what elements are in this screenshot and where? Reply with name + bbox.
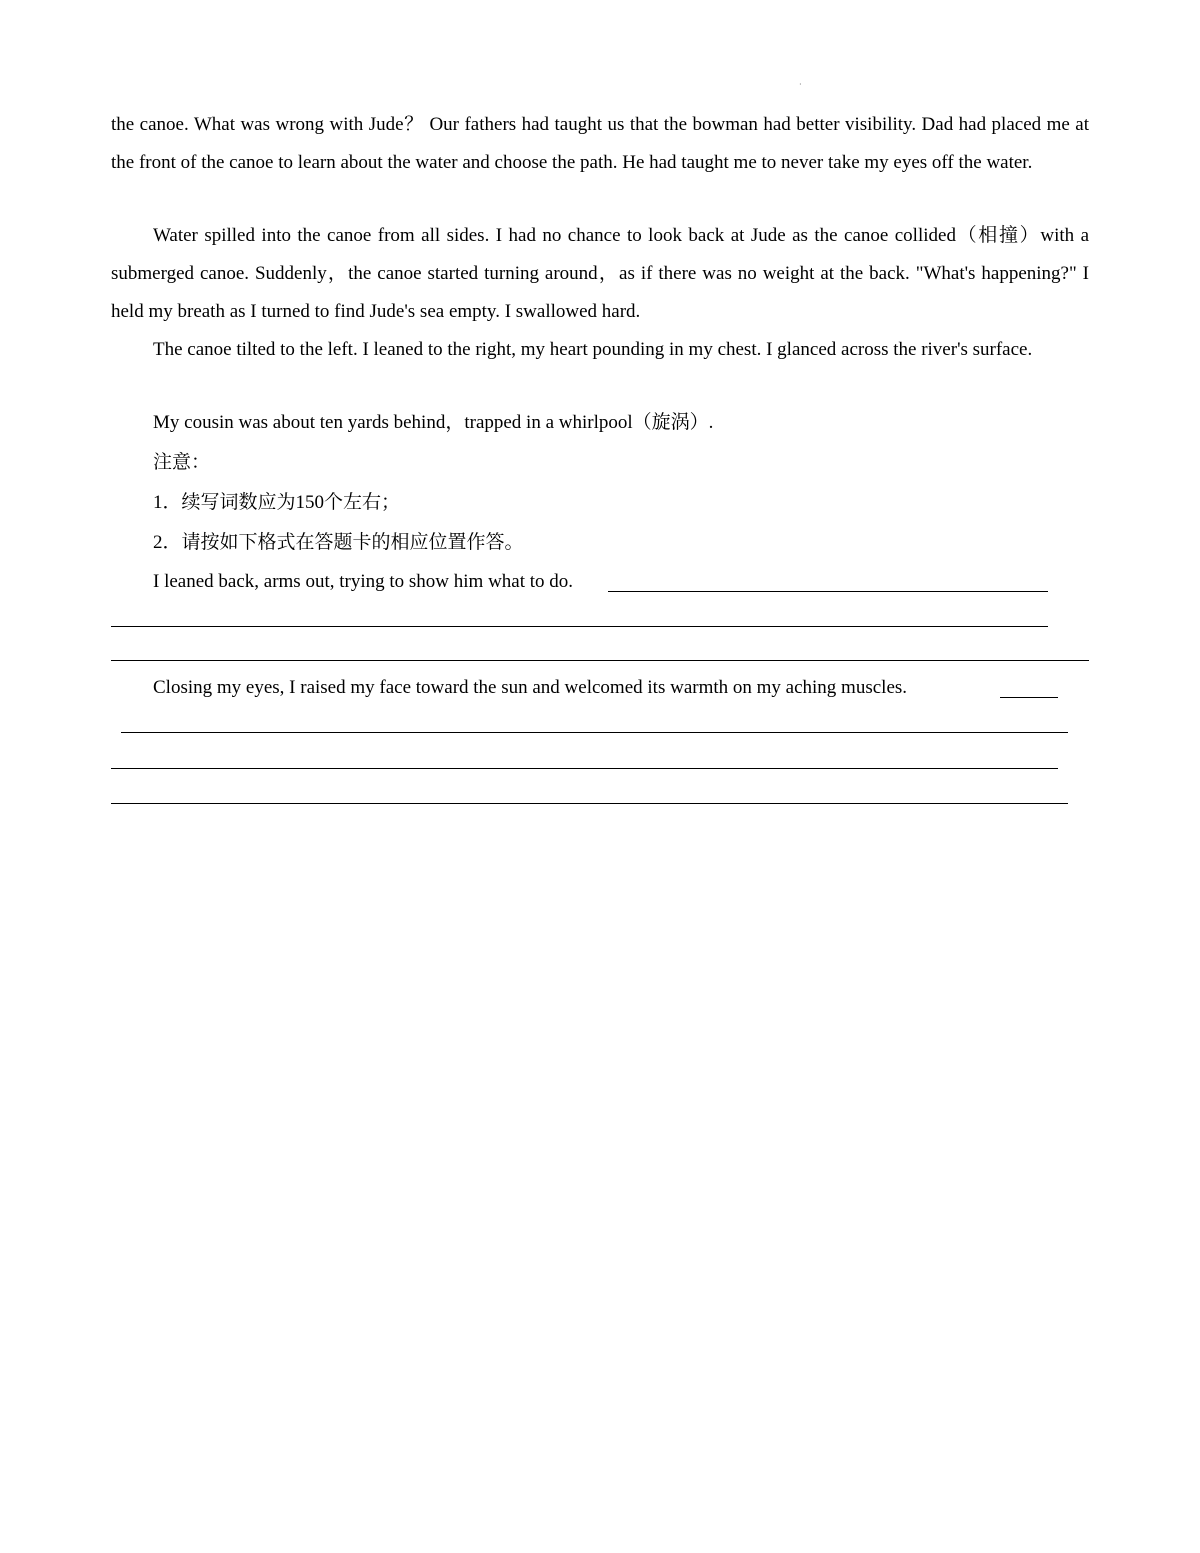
story-paragraph-1: the canoe. What was wrong with Jude？ Our fathers had taught us that the bowman had better visibility. Dad had placed me at the front of the canoe to learn about the water and choose the path. He had taught me to never take my eyes off the water. (111, 114, 1089, 173)
page-mark: · (799, 80, 802, 89)
answer-line[interactable] (111, 803, 1068, 804)
answer-line[interactable] (111, 768, 1058, 769)
answer-line[interactable] (121, 732, 1068, 733)
story-paragraph-2: Water spilled into the canoe from all sides. I had no chance to look back at Jude as the canoe collided（相撞）with a submerged canoe. Suddenly，the canoe started turning around，as if there was no weight at the back. "What's happening?" I held my breath as I turned to find Jude's sea empty. I swallowed hard. (111, 225, 1089, 322)
answer-line[interactable] (1000, 697, 1058, 698)
answer-line[interactable] (111, 660, 1089, 661)
notes-item-1: 1．续写词数应为150个左右； (153, 492, 401, 513)
answer-prompt-2: Closing my eyes, I raised my face toward the sun and welcomed its warmth on my aching muscles. (153, 677, 908, 698)
notes-item-2: 2．请按如下格式在答题卡的相应位置作答。 (153, 532, 524, 553)
notes-heading: 注意： (153, 452, 211, 473)
answer-line[interactable] (608, 591, 1048, 592)
story-paragraph-4: My cousin was about ten yards behind，trapped in a whirlpool（旋涡）. (153, 412, 714, 433)
story-paragraph-3: The canoe tilted to the left. I leaned to the right, my heart pounding in my chest. I glanced across the river's surface. (153, 339, 1033, 360)
answer-prompt-1: I leaned back, arms out, trying to show him what to do. (153, 571, 574, 592)
answer-line[interactable] (111, 626, 1048, 627)
